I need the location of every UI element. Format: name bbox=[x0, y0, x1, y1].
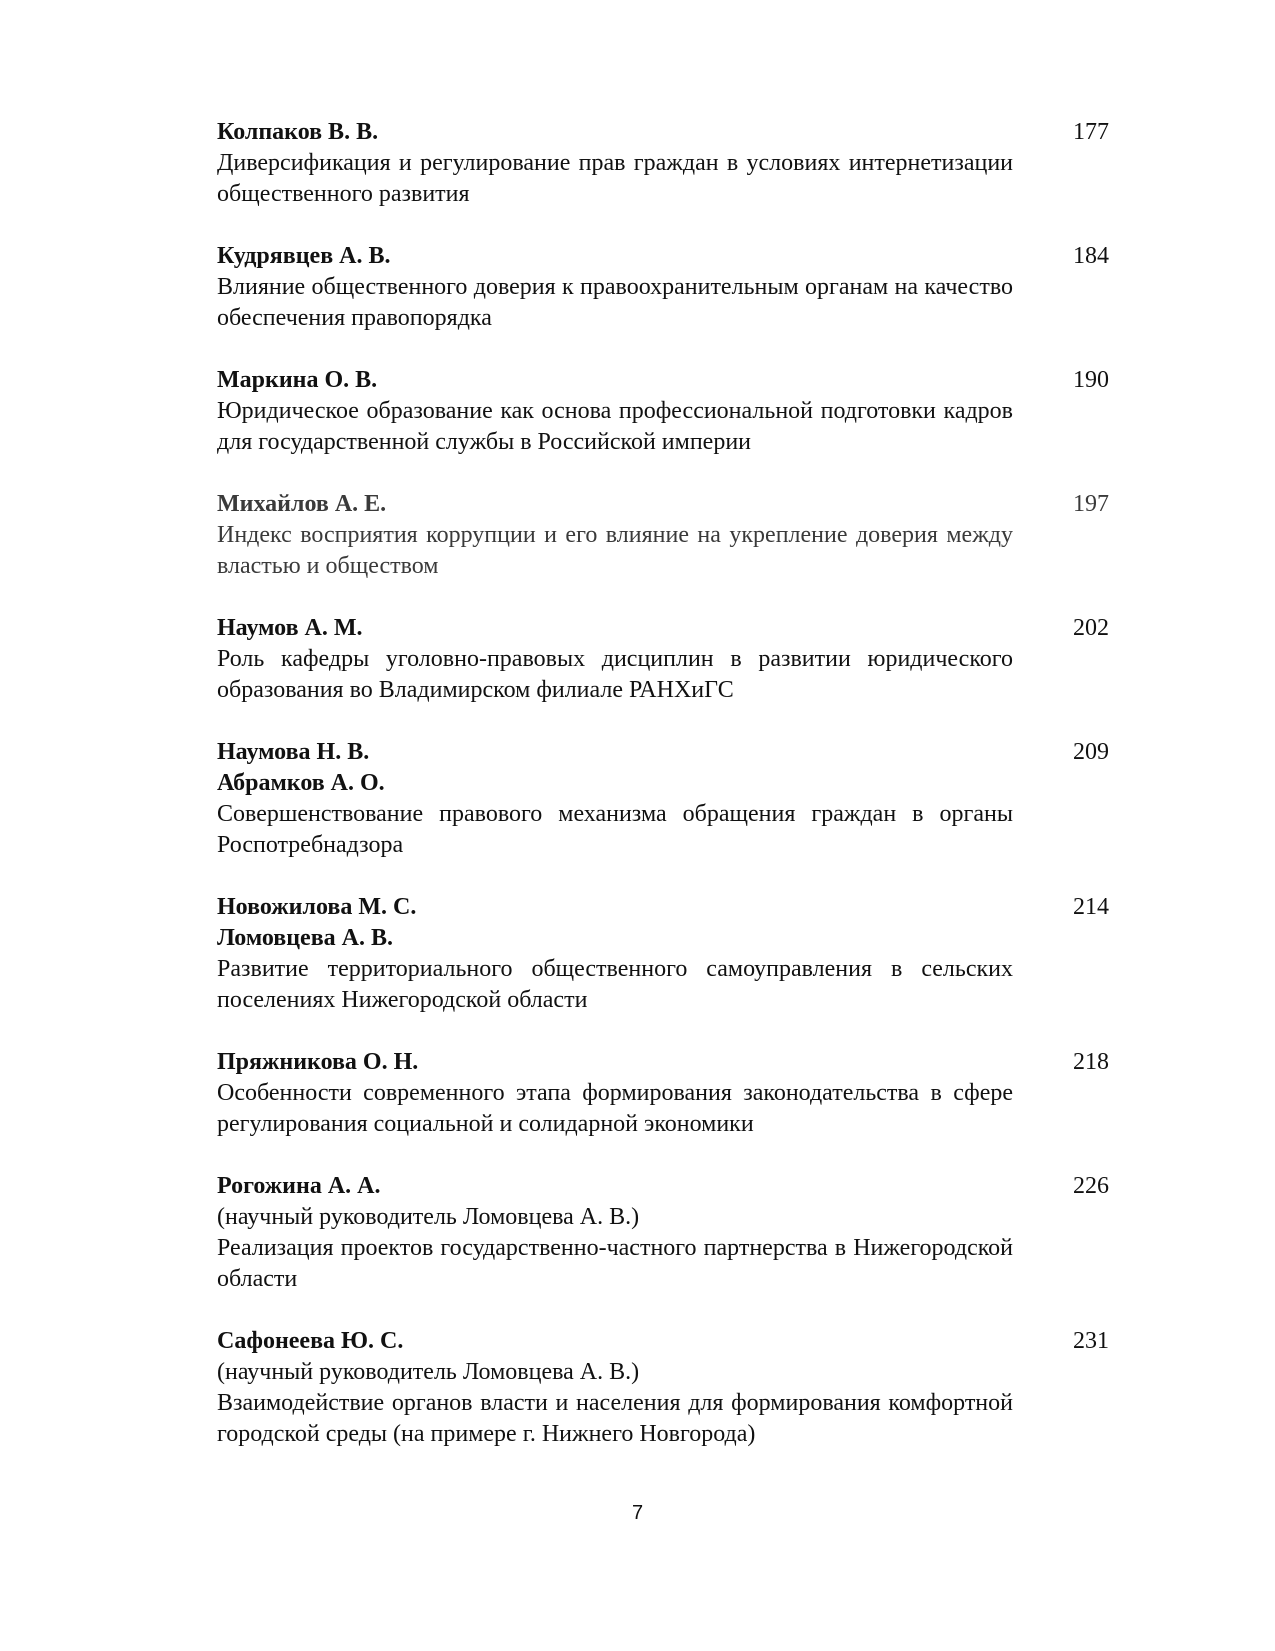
toc-entry-title-line: Особенности современного этапа формирования законодательства в bbox=[217, 1080, 942, 1106]
toc-entry-author: Пряжникова О. Н. bbox=[217, 1049, 419, 1075]
toc-entry-title-line: сельских поселениях Нижегородской области bbox=[217, 956, 1014, 1013]
toc-entry-body bbox=[217, 613, 1013, 706]
toc-entry bbox=[217, 1171, 1109, 1295]
toc-entry-author: Сафонеева Ю. С. bbox=[217, 1328, 404, 1354]
toc-entry-title-line: Влияние общественного доверия к правоохранительным органам на bbox=[217, 274, 919, 300]
toc-entry-title bbox=[217, 644, 1013, 706]
toc-entry-body bbox=[217, 489, 1013, 582]
toc-entry-title-line: Юридическое образование как основа профессиональной подготовки bbox=[217, 398, 936, 424]
toc-entry-title-line: кадров для государственной службы в Российской империи bbox=[217, 398, 1014, 455]
toc-entry bbox=[217, 737, 1109, 861]
toc-entry-title bbox=[217, 148, 1013, 210]
toc-entry bbox=[217, 489, 1109, 582]
toc-entry bbox=[217, 117, 1109, 210]
toc-entry-page-number: 231 bbox=[1073, 1328, 1109, 1354]
toc-entry-title-line: Развитие территориального общественного самоуправления в bbox=[217, 956, 903, 982]
toc-entry-title-line: Диверсификация и регулирование прав граждан в условиях bbox=[217, 150, 841, 176]
toc-entry-title bbox=[217, 396, 1013, 458]
toc-entry-body bbox=[217, 1326, 1013, 1450]
toc-entry-author: Новожилова М. С. bbox=[217, 894, 417, 920]
toc-entry-page-number: 218 bbox=[1073, 1049, 1109, 1075]
toc-entry-title-line: юридического образования во Владимирском филиале РАНХиГС bbox=[217, 646, 1014, 703]
toc-entry-author: Кудрявцев А. В. bbox=[217, 243, 391, 269]
toc-entry-author: Ломовцева А. В. bbox=[217, 925, 394, 951]
toc-entry-page-number: 202 bbox=[1073, 615, 1109, 641]
toc-entry-body bbox=[217, 117, 1013, 210]
toc-entry-page-number: 184 bbox=[1073, 243, 1109, 269]
toc-entry-title-line: Индекс восприятия коррупции и его влияние на укрепление доверия bbox=[217, 522, 938, 548]
toc-entry-title-line: интернетизации общественного развития bbox=[217, 150, 1014, 207]
toc-entry-title-line: Нижегородской области bbox=[217, 1235, 1014, 1292]
toc-entry-author: Михайлов А. Е. bbox=[217, 491, 387, 517]
toc-entry-body bbox=[217, 1171, 1013, 1295]
toc-entry-author: Абрамков А. О. bbox=[217, 770, 385, 796]
toc-entry-body bbox=[217, 365, 1013, 458]
toc-entry-title-line: Роль кафедры уголовно-правовых дисциплин в развитии bbox=[217, 646, 851, 672]
toc-entry-title-line: Взаимодействие органов власти и населения для формирования bbox=[217, 1390, 881, 1416]
toc-entry-author: Колпаков В. В. bbox=[217, 119, 379, 145]
toc-entry-supervisor: (научный руководитель Ломовцева А. В.) bbox=[217, 1204, 640, 1230]
toc-entry-title-line: между властью и обществом bbox=[217, 522, 1013, 579]
toc-entry-title-line: Реализация проектов государственно-частного партнерства в bbox=[217, 1235, 847, 1261]
toc-entry-title bbox=[217, 1388, 1013, 1450]
toc-entry bbox=[217, 892, 1109, 1016]
toc-entry-page-number: 226 bbox=[1073, 1173, 1109, 1199]
toc-entry-body bbox=[217, 241, 1013, 334]
toc-entry-page-number: 177 bbox=[1073, 119, 1109, 145]
toc-entry-title bbox=[217, 1233, 1013, 1295]
toc-entry bbox=[217, 241, 1109, 334]
toc-entry-title bbox=[217, 520, 1013, 582]
toc-entry-title-line: сфере регулирования социальной и солидарной экономики bbox=[217, 1080, 1014, 1137]
toc-entry-author: Наумов А. М. bbox=[217, 615, 363, 641]
toc-entry-body bbox=[217, 1047, 1013, 1140]
toc-entry-page-number: 209 bbox=[1073, 739, 1109, 765]
toc-entry bbox=[217, 365, 1109, 458]
toc-entry-page-number: 190 bbox=[1073, 367, 1109, 393]
toc-entry-body bbox=[217, 892, 1013, 1016]
toc-entry-title-line: Совершенствование правового механизма обращения граждан в bbox=[217, 801, 924, 827]
toc-entry bbox=[217, 1326, 1109, 1450]
page-number-footer: 7 bbox=[631, 1502, 644, 1524]
toc-entry-title bbox=[217, 1078, 1013, 1140]
toc-entry-title-line: органы Роспотребнадзора bbox=[217, 801, 1013, 858]
toc-entry-body bbox=[217, 737, 1013, 861]
toc-entry-title bbox=[217, 272, 1013, 334]
toc-entry bbox=[217, 1047, 1109, 1140]
toc-entry-author: Наумова Н. В. bbox=[217, 739, 370, 765]
toc-entry-page-number: 214 bbox=[1073, 894, 1109, 920]
table-of-contents bbox=[217, 117, 1109, 1481]
toc-entry-title-line: качество обеспечения правопорядка bbox=[217, 274, 1013, 331]
toc-entry-title bbox=[217, 954, 1013, 1016]
toc-entry bbox=[217, 613, 1109, 706]
toc-entry-author: Рогожина А. А. bbox=[217, 1173, 381, 1199]
toc-entry-title-line: комфортной городской среды (на примере г. Нижнего Новгорода) bbox=[217, 1390, 1013, 1447]
toc-entry-author: Маркина О. В. bbox=[217, 367, 378, 393]
toc-entry-supervisor: (научный руководитель Ломовцева А. В.) bbox=[217, 1359, 640, 1385]
toc-entry-page-number: 197 bbox=[1073, 491, 1109, 517]
toc-entry-title bbox=[217, 799, 1013, 861]
